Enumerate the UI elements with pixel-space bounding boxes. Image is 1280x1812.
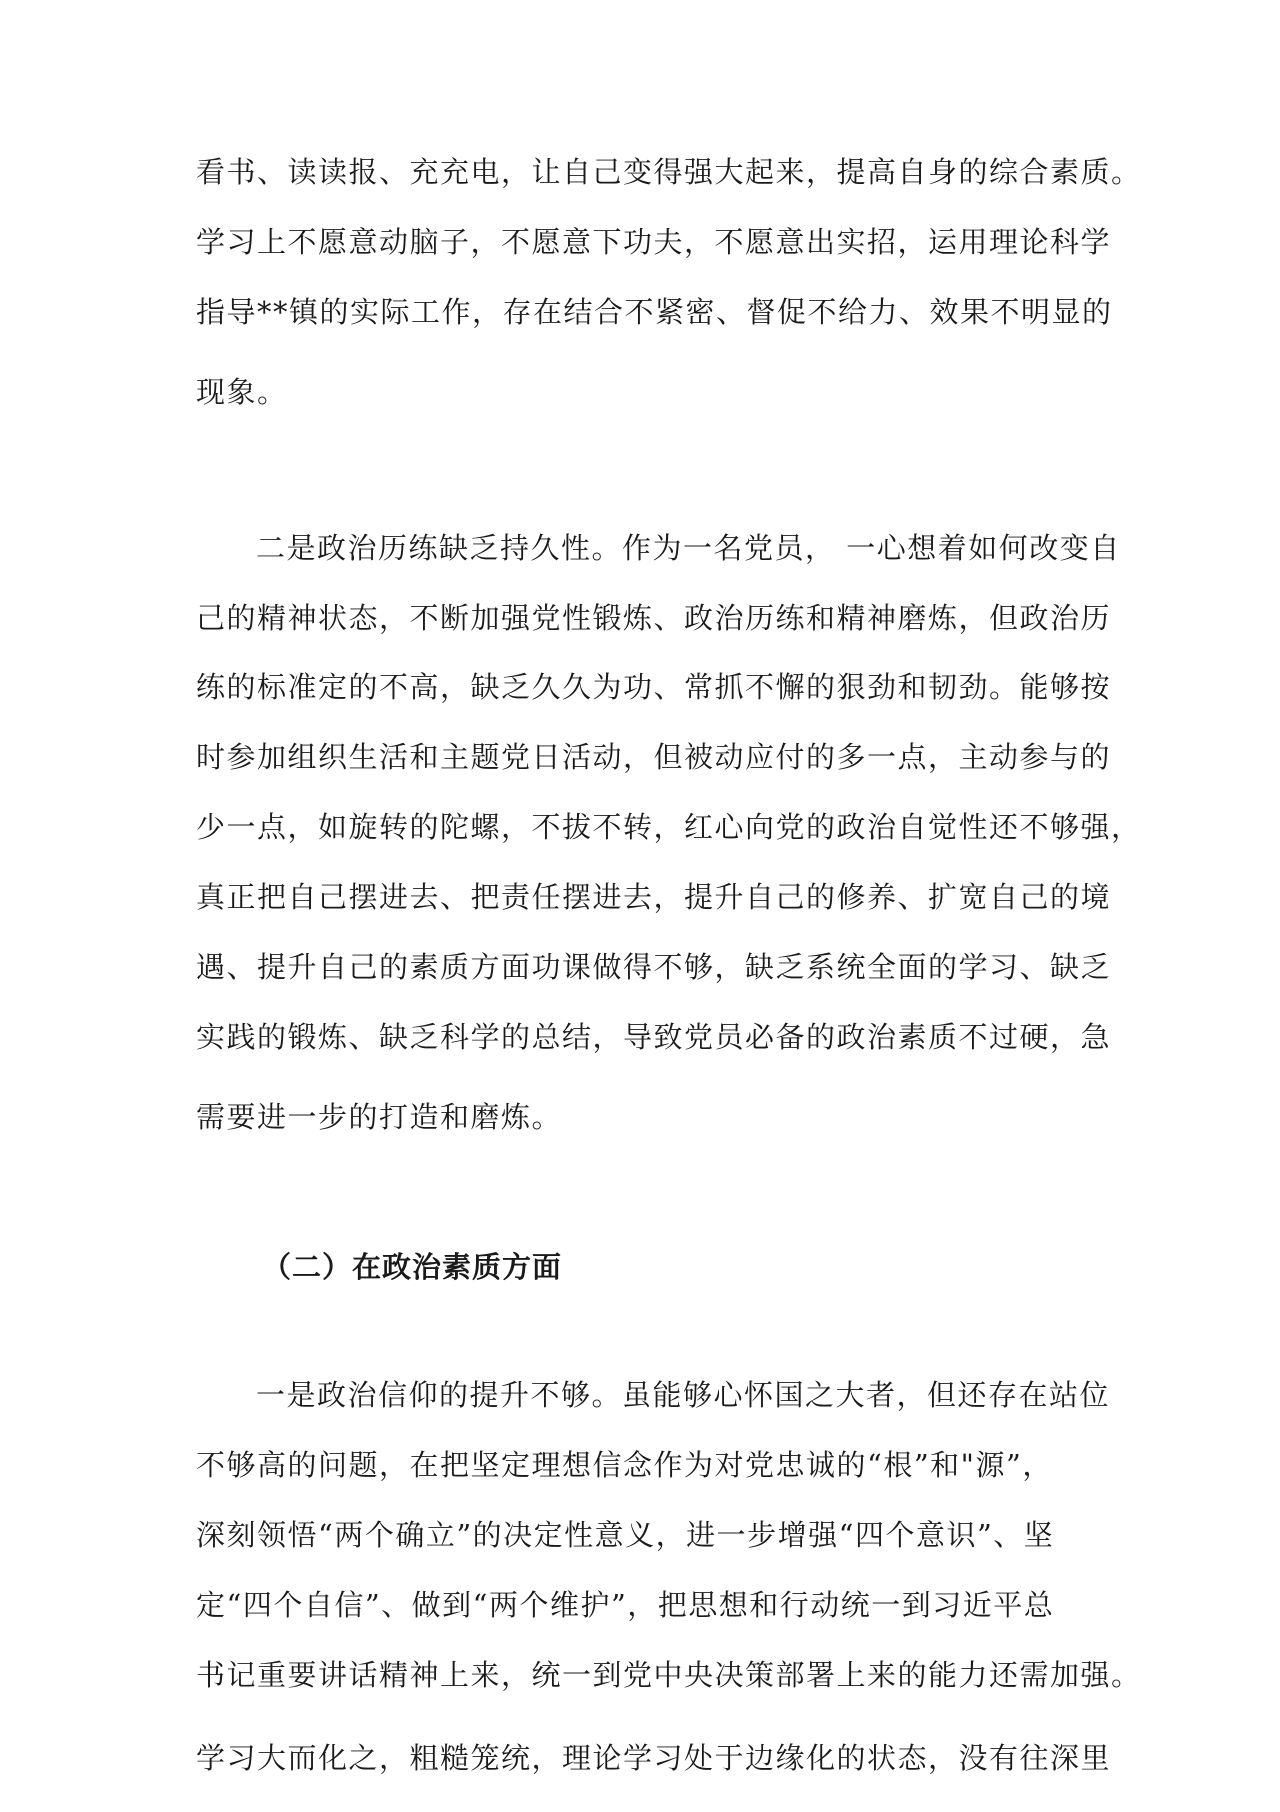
text-line: 遇、提升自己的素质方面功课做得不够，缺乏系统全面的学习、缺乏: [196, 950, 1112, 984]
text-line: 时参加组织生活和主题党日活动，但被动应付的多一点，主动参与的: [196, 740, 1112, 774]
text-line: 定“四个自信”、做到“两个维护”，把思想和行动统一到习近平总: [196, 1588, 1055, 1622]
text-line: 指导**镇的实际工作，存在结合不紧密、督促不给力、效果不明显的: [196, 295, 1113, 329]
text-line: 实践的锻炼、缺乏科学的总结，导致党员必备的政治素质不过硬，急: [196, 1020, 1112, 1054]
text-line: 书记重要讲话精神上来，统一到党中央决策部署上来的能力还需加强。: [196, 1658, 1142, 1692]
text-line: 真正把自己摆进去、把责任摆进去，提升自己的修养、扩宽自己的境: [196, 880, 1112, 914]
text-line: 深刻领悟“两个确立”的决定性意义，进一步增强“四个意识”、坚: [196, 1518, 1055, 1552]
text-line: 不够高的问题，在把坚定理想信念作为对党忠诚的“根”和"源”，: [196, 1448, 1053, 1482]
text-line: 学习大而化之，粗糙笼统，理论学习处于边缘化的状态，没有往深里: [196, 1741, 1112, 1775]
text-line: 己的精神状态，不断加强党性锻炼、政治历练和精神磨炼，但政治历: [196, 601, 1112, 635]
text-line: 需要进一步的打造和磨炼。: [196, 1100, 563, 1134]
paragraph-first-line: 二是政治历练缺乏持久性。作为一名党员， 一心想着如何改变自: [256, 531, 1121, 565]
text-line: 练的标准定的不高，缺乏久久为功、常抓不懈的狠劲和韧劲。能够按: [196, 670, 1112, 704]
text-line: 现象。: [196, 375, 288, 409]
text-line: 学习上不愿意动脑子，不愿意下功夫，不愿意出实招，运用理论科学: [196, 225, 1112, 259]
paragraph-first-line: 一是政治信仰的提升不够。虽能够心怀国之大者，但还存在站位: [256, 1378, 1111, 1412]
text-line: 少一点，如旋转的陀螺，不拔不转，红心向党的政治自觉性还不够强，: [196, 810, 1142, 844]
text-line: 看书、读读报、充充电，让自己变得强大起来，提高自身的综合素质。: [196, 155, 1142, 189]
section-heading: （二）在政治素质方面: [262, 1250, 563, 1284]
